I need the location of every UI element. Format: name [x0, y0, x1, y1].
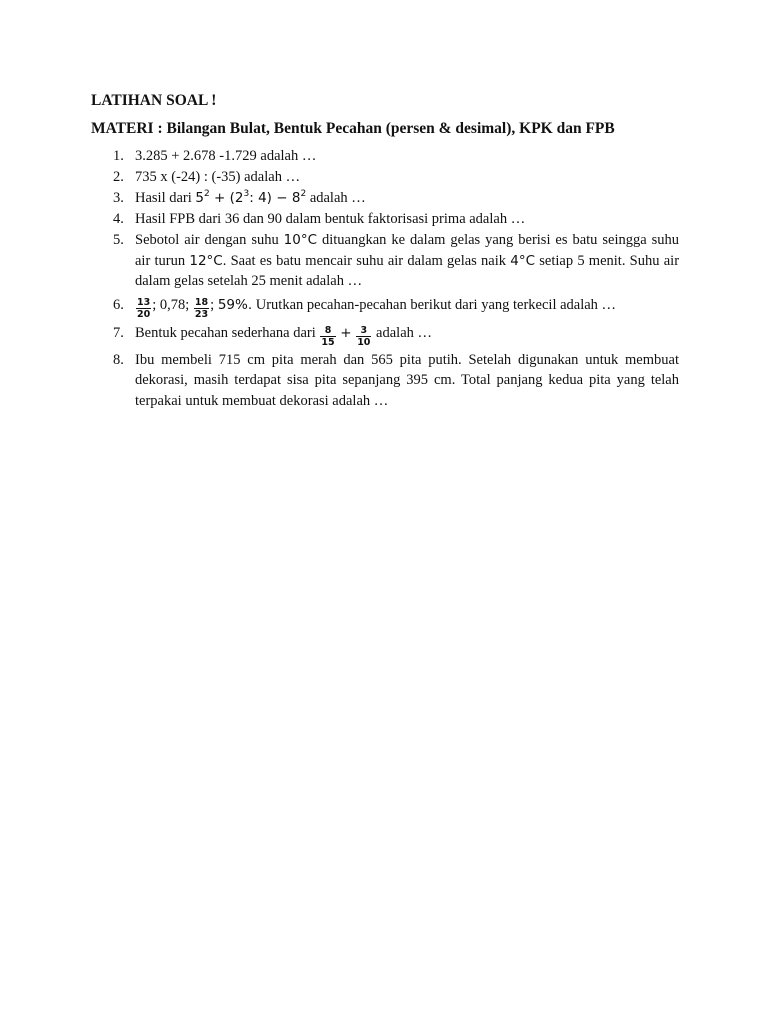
question-text: setiap 5 menit. Suhu air dalam gelas setelah 25 menit adalah …	[135, 252, 680, 289]
question-text: . Saat es batu mencair suhu air dalam gelas naik	[222, 252, 507, 269]
question-text-pre: Hasil dari	[135, 190, 192, 206]
fraction: $\frac{8}{15}$	[321, 324, 335, 348]
question-5	[91, 230, 679, 292]
percent-value: 59%.	[217, 296, 253, 313]
temperature-value: 4°C	[510, 252, 536, 269]
page-title: LATIHAN SOAL !	[91, 92, 217, 109]
question-number: 1.	[113, 148, 124, 164]
question-number: 3.	[113, 190, 124, 206]
question-1	[91, 146, 679, 167]
question-text: dituangkan ke dalam gelas yang berisi es batu seingga suhu air turun	[135, 232, 679, 269]
materi-heading: MATERI : Bilangan Bulat, Bentuk Pecahan (persen & desimal), KPK dan FPB	[91, 120, 615, 137]
question-number: 4.	[113, 211, 124, 227]
question-text: Urutkan pecahan-pecahan berikut dari yang terkecil adalah …	[255, 296, 617, 313]
question-text: 735 x (-24) : (-35) adalah …	[135, 169, 301, 185]
question-number: 7.	[113, 324, 124, 341]
math-expression: $5^2 + (2^3$: $4) - 8^2$	[195, 189, 307, 206]
question-text-post: adalah …	[309, 190, 366, 206]
question-text: Sebotol air dengan suhu	[135, 232, 279, 248]
question-8	[91, 350, 679, 412]
question-3	[91, 188, 679, 209]
fraction: $\frac{3}{10}$	[357, 324, 371, 348]
fraction: $\frac{18}{23}$	[194, 296, 209, 320]
question-number: 2.	[113, 169, 124, 185]
question-text: ;	[210, 296, 215, 313]
question-text: adalah …	[376, 324, 433, 341]
question-2	[91, 167, 679, 188]
worksheet-page	[91, 91, 679, 412]
question-text: Ibu membeli 715 cm pita merah dan 565 pita putih. Setelah digunakan untuk membuat dekorasi, masih terdapat sisa pita sepanjang 395 cm. Total panjang kedua pita yang telah terpakai untuk membuat dekorasi adalah …	[135, 351, 679, 409]
question-text: Bentuk pecahan sederhana dari	[135, 324, 316, 341]
question-list	[91, 146, 679, 411]
question-number: 5.	[113, 232, 124, 248]
fraction: $\frac{13}{20}$	[137, 296, 151, 320]
question-text: ; 0,78;	[152, 296, 190, 313]
question-number: 8.	[113, 351, 124, 368]
question-7	[91, 322, 679, 348]
question-4	[91, 209, 679, 230]
question-number: 6.	[113, 296, 124, 313]
question-text: Hasil FPB dari 36 dan 90 dalam bentuk faktorisasi prima adalah …	[135, 211, 526, 227]
temperature-value: 10°C	[283, 232, 318, 248]
temperature-value: 12°C	[189, 252, 223, 269]
question-6	[91, 294, 679, 320]
question-text: 3.285 + 2.678 -1.729 adalah …	[135, 148, 317, 164]
plus-operator: +	[340, 324, 352, 341]
